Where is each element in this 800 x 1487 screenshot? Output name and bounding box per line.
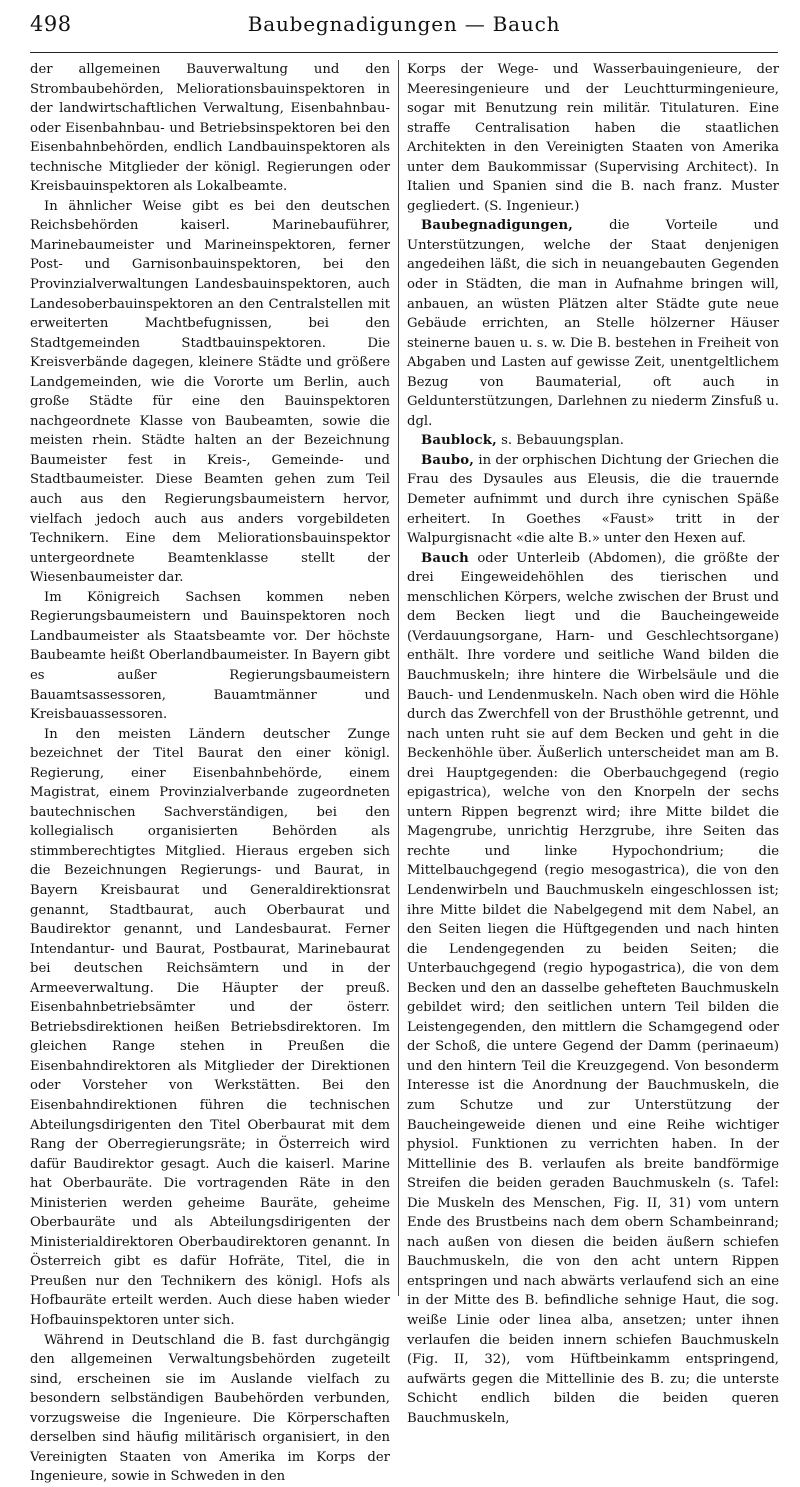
paragraph: Korps der Wege- und Wasserbauingenieure, der Meeresingenieure und der Leuchtturmingenieure, sogar mit Benutzung rein militär. Titulaturen. Eine straffe Centralisation haben die staatlichen Architekten in den Vereinigten Staaten von Amerika unter dem Baukommissar (Supervising Architect). In Italien und Spanien sind die B. nach franz. Muster gegliedert. (S. Ingenieur.): [407, 62, 779, 214]
paragraph: In den meisten Ländern deutscher Zunge bezeichnet der Titel Baurat den einer königl. Regierung, einer Eisenbahnbehörde, einem Magistrat, einem Provinzialverbande zugeordneten bautechnischen Sachverständigen, bei den kollegialisch organisierten Behörden als stimmberechtigtes Mitglied. Hieraus ergeben sich die Bezeichnungen Regierungs- und Baurat, in Bayern Kreisbaurat und Generaldirektionsrat genannt, Stadtbaurat, auch Oberbaurat und Baudirektor genannt, und Landesbaurat. Ferner Intendantur- und Baurat, Postbaurat, Marinebaurat bei deutschen Reichsämtern und in der Armeeverwaltung. Die Häupter der preuß. Eisenbahnbetriebsämter und der österr. Betriebsdirektionen heißen Betriebsdirektoren. Im gleichen Range stehen in Preußen die Eisenbahndirektoren als Mitglieder der Direktionen oder Vorsteher von Werkstätten. Bei den Eisenbahndirektionen führen die technischen Abteilungsdirigenten den Titel Oberbaurat mit dem Rang der Oberregierungsräte; in Österreich wird dafür Baudirektor gesagt. Auch die kaiserl. Marine hat Oberbauräte. Die vortragenden Räte in den Ministerien werden geheime Bauräte, geheime Oberbauräte und als Abteilungsdirigenten der Ministerialdirektoren Oberbaudirektoren genannt. In Österreich gibt es dafür Hofräte, Titel, die in Preußen nur den Technikern des königl. Hofs als Hofbauräte erteilt werden. Auch diese haben wieder Hofbauinspektoren unter sich.: [30, 726, 390, 1328]
entry-bauch: [407, 549, 779, 1429]
entry-text: oder Unterleib (Abdomen), die größte der drei Eingeweidehöhlen des tierischen und menschlichen Körpers, welche zwischen der Brust und dem Becken liegt und die Baucheingeweide (Verdauungsorgane, Harn- und Geschlechtsorgane) enthält. Ihre vordere und seitliche Wand bilden die Bauchmuskeln; ihre hintere die Wirbelsäule und die Bauch- und Lendenmuskeln. Nach oben wird die Höhle durch das Zwerchfell von der Brusthöhle getrennt, und nach unten ruht sie auf dem Becken und geht in die Beckenhöhle über. Äußerlich unterscheidet man am B. drei Hauptgegenden: die Oberbauchgegend (regio epigastrica), welche von den Knorpeln der sechs untern Rippen begrenzt wird; ihre Mitte bildet die Magengrube, unrichtig Herzgrube, ihre Seiten das rechte und linke Hypochondrium; die Mittelbauchgegend (regio mesogastrica), die von den Lendenwirbeln und Bauchmuskeln eingeschlossen ist; ihre Mitte bildet die Nabelgegend mit dem Nabel, an den Seiten liegen die Hüftgegenden und nach hinten die Lendengegenden zu beiden Seiten; die Unterbauchgegend (regio hypogastrica), die von dem Becken und den an dasselbe gehefteten Bauchmuskeln gebildet wird; den seitlichen untern Teil bilden die Leistengegenden, den mittlern die Schamgegend oder der Schoß, die untere Gegend der Damm (perinaeum) und den hintern Teil die Kreuzgegend. Von besonderm Interesse ist die Anordnung der Bauchmuskeln, die zum Schutze und zur Unterstützung der Baucheingeweide dienen und eine Reihe wichtiger physiol. Funktionen zu verrichten haben. In der Mittellinie des B. verlaufen als breite bandförmige Streifen die beiden geraden Bauchmuskeln (s. Tafel: Die Muskeln des Menschen, Fig. II, 31) vom untern Ende des Brustbeins nach dem obern Schambeinrand; nach außen von diesen die beiden äußern schiefen Bauchmuskeln, die von den acht untern Rippen entspringen und nach abwärts verlaufend sich an eine in der Mitte des B. befindliche sehnige Haut, die sog. weiße Linie oder linea alba, ansetzen; unter ihnen verlaufen die beiden innern schiefen Bauchmuskeln (Fig. II, 32), vom Hüftbeinkamm entspringend, aufwärts gegen die Mittellinie des B. zu; die unterste Schicht endlich bilden die beiden queren Bauchmuskeln,: [407, 550, 779, 1426]
paragraph: In ähnlicher Weise gibt es bei den deutschen Reichsbehörden kaiserl. Marinebauführer, Marinebaumeister und Marineinspektoren, ferner Post- und Garnisonbauinspektoren, bei den Provinzialverwaltungen Landesbauinspektoren, auch Landesoberbauinspektoren an den Centralstellen mit erweiterten Machtbefugnissen, bei den Stadtgemeinden Stadtbauinspektoren. Die Kreisverbände dagegen, kleinere Städte und größere Landgemeinden, wie die Vororte um Berlin, auch große Städte für eine den Bauinspektoren nachgeordnete Klasse von Baubeamten, sowie die meisten rhein. Städte halten an der Bezeichnung Baumeister fest in Kreis-, Gemeinde- und Stadtbaumeister. Diese Beamten gehen zum Teil auch aus den Regierungsbaumeistern hervor, vielfach jedoch auch aus anders vorgebildeten Technikern. Eine dem Meliorationsbauinspektor untergeordnete Beamtenklasse stellt der Wiesenbaumeister dar.: [30, 198, 390, 586]
entry-headword: Baubegnadigungen,: [421, 218, 574, 234]
entry-baublock: [407, 431, 779, 451]
header-rule: [30, 52, 778, 53]
running-head: Baubegnadigungen — Bauch: [247, 12, 561, 36]
entry-headword: Baublock,: [421, 433, 497, 449]
entry-headword: Baubo,: [421, 452, 475, 468]
entry-text: die Vorteile und Unterstützungen, welche der Staat denjenigen angedeihen läßt, die sich in neuangebauten Gegenden oder in Städten, die man in Aufnahme bringen will, anbauen, an wüsten Plätzen alter Städte gute neue Gebäude errichten, an Stelle hölzerner Häuser steinerne bauen u. s. w. Die B. bestehen in Freiheit von Abgaben und Lasten auf gewisse Zeit, unentgeltlichem Bezug von Baumaterial, oft auch in Geldunterstützungen, Darlehnen zu niederm Zinsfuß u. dgl.: [407, 218, 779, 429]
column-divider: [398, 60, 399, 1296]
paragraph: Im Königreich Sachsen kommen neben Regierungsbaumeistern und Bauinspektoren noch Landbaumeister als Staatsbeamte vor. Der höchste Baubeamte heißt Oberlandbaumeister. In Bayern gibt es außer Regierungsbaumeistern Bauamtsassessoren, Bauamtmänner und Kreisbauassessoren.: [30, 589, 390, 723]
paragraph: Während in Deutschland die B. fast durchgängig den allgemeinen Verwaltungsbehörden zugeteilt sind, erscheinen sie im Auslande vielfach zu besondern selbständigen Baubehörden verbunden, vorzugsweise die Ingenieure. Die Körperschaften derselben sind häufig militärisch organisiert, in den Vereinigten Staaten von Amerika im Korps der Ingenieure, sowie in Schweden in den: [30, 1332, 390, 1485]
entry-baubegnadigungen: [407, 216, 779, 431]
left-column: [30, 60, 390, 1485]
entry-text: s. Bebauungsplan.: [501, 433, 624, 449]
page-header: [30, 6, 778, 46]
paragraph: der allgemeinen Bauverwaltung und den Strombaubehörden, Meliorationsbauinspektoren in der landwirtschaftlichen Verwaltung, Eisenbahnbau- oder Eisenbahnbau- und Betriebsinspektoren bei den Eisenbahnbehörden, endlich Landbauinspektoren als technische Mitglieder der königl. Regierungen oder Kreisbauinspektoren als Lokalbeamte.: [30, 62, 390, 195]
right-column: [407, 60, 779, 1426]
page-number: 498: [30, 12, 72, 36]
entry-baubo: [407, 451, 779, 549]
entry-text: in der orphischen Dichtung der Griechen die Frau des Dysaules aus Eleusis, die die trauernde Demeter aufnimmt und durch ihre cynischen Späße erheitert. In Goethes «Faust» tritt in der Walpurgisnacht «die alte B.» unter den Hexen auf.: [407, 452, 779, 547]
entry-headword: Bauch: [421, 550, 469, 566]
